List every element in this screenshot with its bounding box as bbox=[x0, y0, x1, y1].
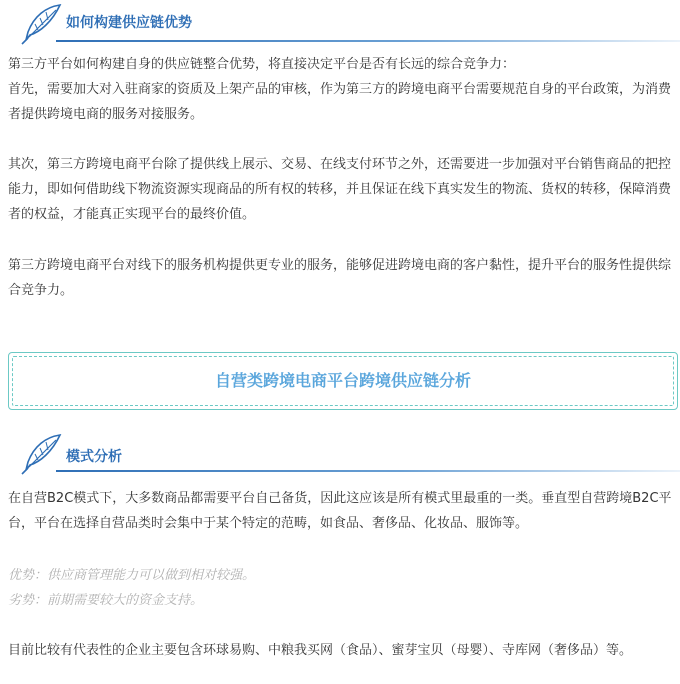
paragraph-third: 第三方跨境电商平台对线下的服务机构提供更专业的服务，能够促进跨境电商的客户黏性，提升平台的服务性提供综合竞争力。 bbox=[8, 258, 672, 298]
paragraph-examples: 目前比较有代表性的企业主要包含环球易购、中粮我买网（食品）、蜜芽宝贝（母婴）、寺库网（奢侈品）等。 bbox=[8, 643, 633, 658]
section-heading-model-analysis bbox=[8, 432, 680, 476]
heading-divider bbox=[56, 40, 680, 42]
paragraph-intro: 第三方平台如何构建自身的供应链整合优势，将直接决定平台是否有长远的综合竞争力： bbox=[8, 57, 516, 72]
heading-divider bbox=[56, 470, 680, 472]
banner-title: 自营类跨境电商平台跨境供应链分析 bbox=[12, 356, 674, 406]
disadvantage-note: 劣势：前期需要较大的资金支持。 bbox=[8, 593, 204, 608]
section-heading-supply-chain bbox=[8, 2, 680, 46]
advantage-note: 优势：供应商管理能力可以做到相对较强。 bbox=[8, 568, 256, 583]
paragraph-model-intro: 在自营B2C模式下，大多数商品都需要平台自己备货，因此这应该是所有模式里最重的一类。垂直型自营跨境B2C平台，平台在选择自营品类时会集中于某个特定的范畴，如食品、奢侈品、化妆品、服饰等。 bbox=[8, 491, 672, 531]
section-title: 如何构建供应链优势 bbox=[66, 15, 192, 31]
paragraph-second: 其次，第三方跨境电商平台除了提供线上展示、交易、在线支付环节之外，还需要进一步加强对平台销售商品的把控能力，即如何借助线下物流资源实现商品的所有权的转移，并且保证在线下真实发生的物流、货权的转移，保障消费者的权益，才能真正实现平台的最终价值。 bbox=[8, 157, 672, 222]
section-banner bbox=[8, 352, 678, 410]
section-title: 模式分析 bbox=[66, 449, 122, 465]
paragraph-first: 首先，需要加大对入驻商家的资质及上架产品的审核，作为第三方的跨境电商平台需要规范自身的平台政策，为消费者提供跨境电商的服务对接服务。 bbox=[8, 82, 672, 122]
